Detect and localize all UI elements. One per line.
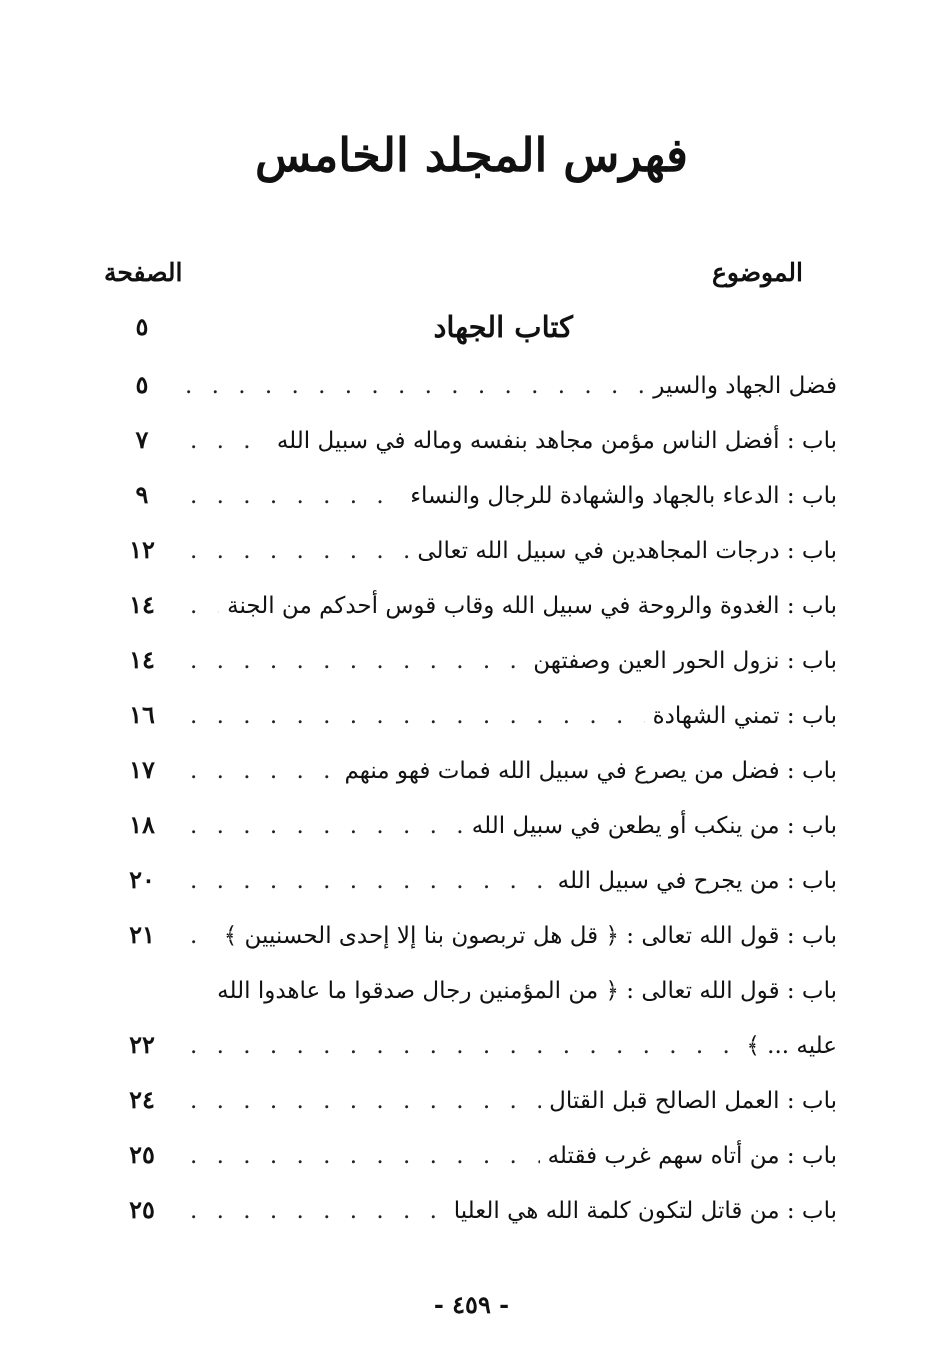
entry-page-number: ٢٠ bbox=[129, 865, 155, 894]
entry-line bbox=[190, 916, 837, 956]
entry-page-number: ١٨ bbox=[129, 810, 155, 839]
entry-text: باب : من ينكب أو يطعن في سبيل الله bbox=[471, 813, 837, 839]
entry-text: باب : من أتاه سهم غرب فقتله bbox=[547, 1143, 837, 1169]
index-entry bbox=[0, 531, 943, 586]
entry-line bbox=[190, 696, 837, 736]
entry-page-number: ١٧ bbox=[129, 755, 155, 784]
dot-leader bbox=[190, 1088, 541, 1114]
entry-line bbox=[190, 861, 837, 901]
entry-text: باب : درجات المجاهدين في سبيل الله تعالى bbox=[417, 538, 837, 564]
entry-text: باب : قول الله تعالى : ﴿ قل هل تربصون بنا إلا إحدى الحسنيين ﴾ bbox=[223, 923, 837, 949]
page-number-footer: - ٤٥٩ - bbox=[433, 1290, 510, 1319]
entry-page-number: ١٦ bbox=[129, 700, 155, 729]
dot-leader bbox=[190, 703, 645, 729]
entry-text: باب : نزول الحور العين وصفتهن bbox=[533, 648, 837, 674]
entry-text: باب : العمل الصالح قبل القتال bbox=[549, 1088, 837, 1114]
entry-page-number: ٢٤ bbox=[129, 1085, 155, 1114]
dot-leader bbox=[190, 1033, 738, 1059]
entry-page-number: ٢٥ bbox=[129, 1195, 155, 1224]
index-entry bbox=[0, 916, 943, 971]
dot-leader bbox=[190, 593, 219, 619]
index-entry bbox=[0, 751, 943, 806]
dot-leader bbox=[185, 373, 645, 399]
index-entry bbox=[0, 586, 943, 641]
entry-page-number: ١٤ bbox=[129, 645, 155, 674]
entry-text-continued: عليه ... ﴾ bbox=[746, 1033, 837, 1059]
dot-leader bbox=[190, 758, 336, 784]
entry-text: باب : من قاتل لتكون كلمة الله هي العليا bbox=[453, 1198, 837, 1224]
index-entry bbox=[0, 696, 943, 751]
entry-line bbox=[190, 476, 837, 516]
index-entry bbox=[0, 806, 943, 861]
entry-line bbox=[190, 1136, 837, 1176]
index-entry bbox=[0, 971, 943, 1081]
entry-line bbox=[190, 586, 837, 626]
entry-line bbox=[190, 1191, 837, 1231]
section-page-number: ٥ bbox=[135, 312, 149, 341]
entry-text: باب : الغدوة والروحة في سبيل الله وقاب قوس أحدكم من الجنة bbox=[227, 593, 837, 619]
entry-line bbox=[190, 641, 837, 681]
index-entry bbox=[0, 641, 943, 696]
entry-line bbox=[190, 751, 837, 791]
topic-column-header: الموضوع bbox=[712, 258, 803, 287]
entry-text: باب : أفضل الناس مؤمن مجاهد بنفسه وماله في سبيل الله bbox=[276, 428, 837, 454]
dot-leader bbox=[190, 923, 216, 949]
entry-page-number: ١٤ bbox=[129, 590, 155, 619]
section-heading-row bbox=[0, 310, 943, 350]
entry-page-number: ٢١ bbox=[129, 920, 155, 949]
index-entry bbox=[0, 476, 943, 531]
dot-leader bbox=[190, 868, 550, 894]
page-column-header: الصفحة bbox=[104, 258, 183, 287]
entry-text: باب : فضل من يصرع في سبيل الله فمات فهو منهم bbox=[344, 758, 837, 784]
entry-line-continued bbox=[190, 1026, 837, 1066]
entry-text: باب : تمني الشهادة bbox=[652, 703, 837, 729]
entry-line bbox=[190, 806, 837, 846]
entry-line bbox=[190, 531, 837, 571]
dot-leader bbox=[190, 538, 409, 564]
entry-text: فضل الجهاد والسير bbox=[653, 373, 837, 399]
entry-page-number: ٥ bbox=[135, 370, 149, 399]
index-entry bbox=[0, 1191, 943, 1246]
entry-line bbox=[190, 971, 837, 1011]
dot-leader bbox=[190, 1198, 446, 1224]
dot-leader bbox=[190, 813, 464, 839]
dot-leader bbox=[190, 1143, 540, 1169]
entry-page-number: ٢٢ bbox=[129, 1030, 155, 1059]
index-entry bbox=[0, 1136, 943, 1191]
index-entries bbox=[0, 366, 943, 1246]
index-entry bbox=[0, 421, 943, 476]
dot-leader bbox=[190, 483, 402, 509]
entry-page-number: ٩ bbox=[135, 480, 149, 509]
entry-page-number: ٧ bbox=[135, 425, 149, 454]
entry-line bbox=[190, 1081, 837, 1121]
dot-leader bbox=[190, 428, 269, 454]
page-title: فهرس المجلد الخامس bbox=[254, 128, 688, 182]
index-entry bbox=[0, 1081, 943, 1136]
entry-text: باب : قول الله تعالى : ﴿ من المؤمنين رجال صدقوا ما عاهدوا الله bbox=[217, 978, 837, 1004]
section-title: كتاب الجهاد bbox=[433, 310, 573, 344]
index-entry bbox=[0, 366, 943, 421]
entry-text: باب : الدعاء بالجهاد والشهادة للرجال والنساء bbox=[410, 483, 837, 509]
dot-leader bbox=[190, 648, 525, 674]
entry-line bbox=[190, 421, 837, 461]
entry-page-number: ٢٥ bbox=[129, 1140, 155, 1169]
entry-line bbox=[185, 366, 837, 406]
entry-text: باب : من يجرح في سبيل الله bbox=[557, 868, 837, 894]
entry-page-number: ١٢ bbox=[129, 535, 155, 564]
index-entry bbox=[0, 861, 943, 916]
